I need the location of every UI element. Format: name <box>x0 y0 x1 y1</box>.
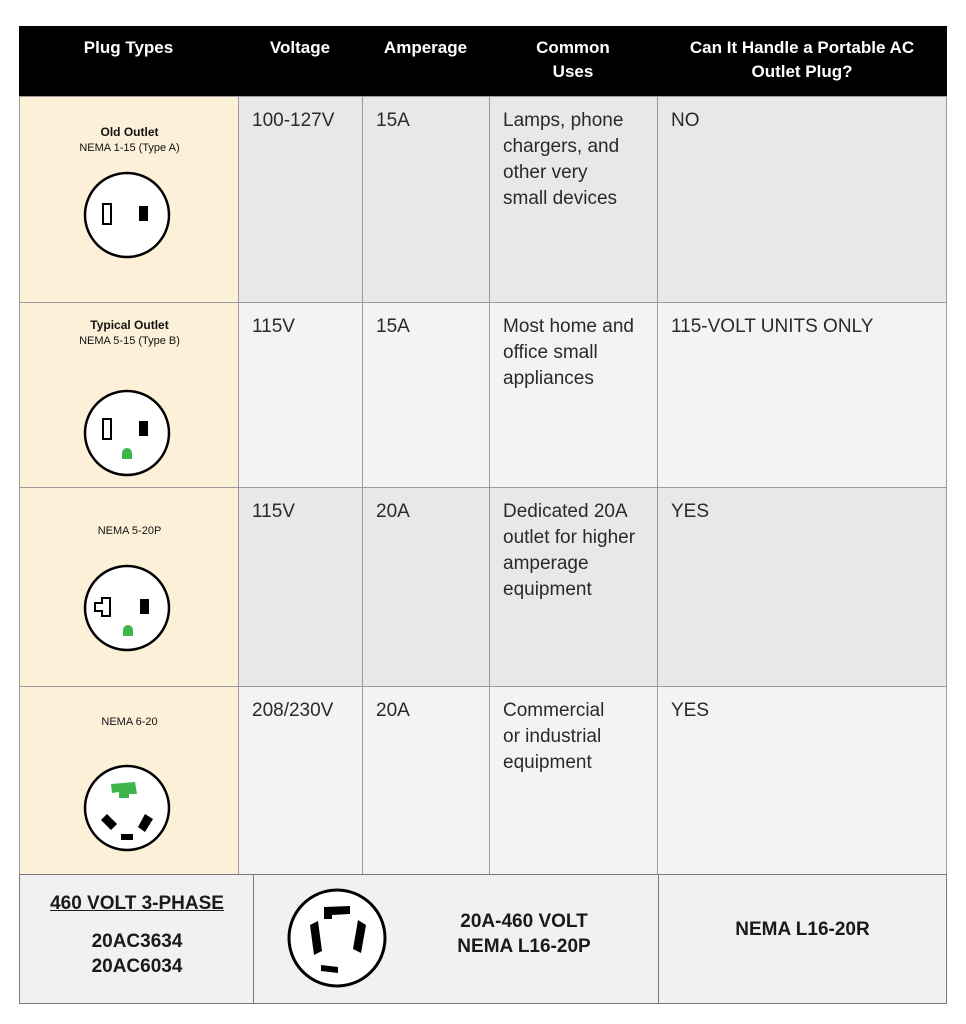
l16-plug-label: 20A-460 VOLT NEMA L16-20P <box>457 911 591 957</box>
nema-5-15-outlet-icon <box>83 389 171 477</box>
amperage-cell: 15A <box>362 303 489 488</box>
amperage-cell: 20A <box>362 488 489 687</box>
table-row <box>19 302 947 488</box>
portable-ac-cell: YES <box>657 488 947 687</box>
portable-ac-cell: NO <box>657 97 947 303</box>
table-row <box>19 686 947 875</box>
header-voltage: Voltage <box>269 38 331 57</box>
plug-label: NEMA 6-20 <box>101 716 158 728</box>
header-common-uses: Common Uses <box>536 38 610 81</box>
header-portable-ac: Can It Handle a Portable AC Outlet Plug? <box>689 38 915 81</box>
amperage-cell: 20A <box>362 687 489 875</box>
plug-type-cell <box>19 303 238 488</box>
portable-ac-cell: 115-VOLT UNITS ONLY <box>657 303 947 488</box>
portable-ac-cell: YES <box>657 687 947 875</box>
table-header <box>19 26 947 96</box>
table-row <box>19 96 947 303</box>
amperage-cell: 15A <box>362 97 489 303</box>
plug-type-cell <box>19 488 238 687</box>
common-uses-cell: Most home and office small appliances <box>489 303 657 488</box>
header-plug-types: Plug Types <box>83 38 174 57</box>
plug-type-cell <box>19 97 238 303</box>
nema-1-15-outlet-icon <box>83 171 171 259</box>
voltage-cell: 100-127V <box>238 97 362 303</box>
plug-label: Old Outlet NEMA 1-15 (Type A) <box>79 125 180 154</box>
model-numbers: 20AC3634 20AC6034 <box>91 931 183 977</box>
header-amperage: Amperage <box>383 38 468 57</box>
common-uses-cell: Lamps, phone chargers, and other very small devices <box>489 97 657 303</box>
table-row <box>19 487 947 687</box>
voltage-cell: 115V <box>238 303 362 488</box>
plug-label: NEMA 5-20P <box>97 525 162 537</box>
nema-5-20-outlet-icon <box>83 564 171 652</box>
three-phase-title: 460 VOLT 3-PHASE <box>50 893 224 914</box>
three-phase-models-cell <box>20 875 254 1003</box>
plug-label: Typical Outlet NEMA 5-15 (Type B) <box>79 318 180 347</box>
l16-receptacle-cell <box>659 875 946 1003</box>
voltage-cell: 115V <box>238 488 362 687</box>
l16-plug-cell <box>254 875 659 1003</box>
plug-type-cell <box>19 687 238 875</box>
common-uses-cell: Commercial or industrial equipment <box>489 687 657 875</box>
l16-receptacle-label: NEMA L16-20R <box>735 919 870 940</box>
three-phase-row <box>19 874 947 1004</box>
voltage-cell: 208/230V <box>238 687 362 875</box>
nema-6-20-outlet-icon <box>83 764 171 852</box>
common-uses-cell: Dedicated 20A outlet for higher amperage equipment <box>489 488 657 687</box>
nema-l16-20-outlet-icon <box>286 887 388 989</box>
